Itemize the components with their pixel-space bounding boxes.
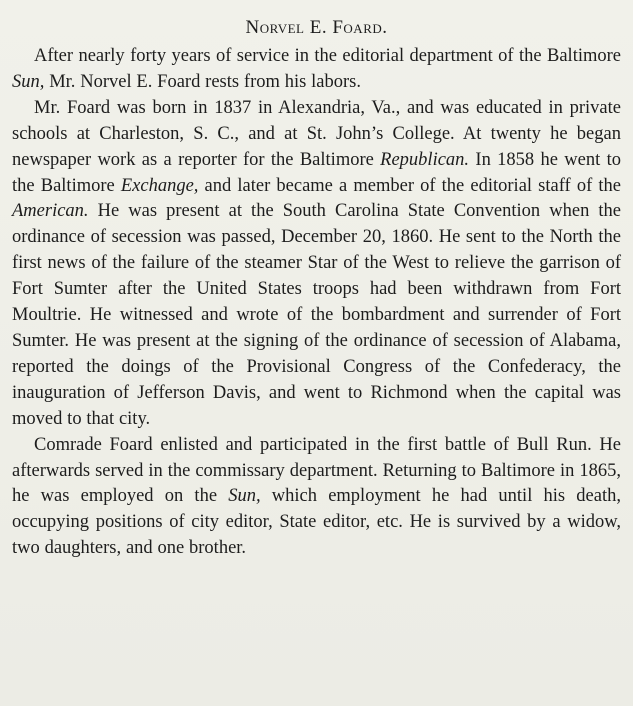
paragraph-3-part-2: Sun,: [228, 486, 261, 507]
article-title-text: Norvel E. Foard.: [245, 17, 388, 38]
paragraph-1-part-1: After nearly forty years of service in the editorial department of the Baltimore: [34, 46, 621, 66]
paragraph-2-part-7: He was present at the South Carolina State Convention when the ordinance of secession was passed, December 20, 1860. He sent to the North the first news of the failure of the steamer Star of the West to relieve the garrison of Fort Sumter after the United States troops had been withdrawn from Fort Moultrie. He witnessed and wrote of the bombardment and surrender of Fort Sumter. He was present at the signing of the ordinance of secession of Alabama, reported the doings of the Provisional Congress of the Confederacy, the inauguration of Jefferson Davis, and went to Richmond when the capital was moved to that city.: [12, 201, 621, 429]
paragraph-2-part-6: American.: [12, 201, 89, 222]
paragraph-3: [12, 433, 621, 563]
paragraph-3-part-3: which employment he had until his death, occupying positions of city editor, State editor, etc. He is survived by a widow, two daughters, and one brother.: [12, 486, 621, 559]
paragraph-2-part-3: In 1858 he went to the Baltimore: [12, 149, 621, 196]
paragraph-2-part-2: Republican.: [380, 149, 470, 170]
paragraph-2: [12, 96, 621, 433]
paragraph-2-part-1: Mr. Foard was born in 1837 in Alexandria, Va., and was educated in private schools at Charleston, S. C., and at St. John’s College. At twenty he began newspaper work as a reporter for the Baltimore: [12, 97, 621, 170]
paragraph-1: [12, 44, 621, 96]
paragraph-2-part-4: Exchange,: [120, 175, 199, 196]
paragraph-2-part-5: and later became a member of the editorial staff of the: [198, 175, 621, 196]
paragraph-3-part-1: Comrade Foard enlisted and participated in the first battle of Bull Run. He afterwards served in the commissary department. Returning to Baltimore in 1865, he was employed on the: [12, 434, 621, 507]
paragraph-1-part-3: Mr. Norvel E. Foard rests from his labors.: [44, 71, 361, 92]
article-title: [12, 16, 621, 40]
paragraph-1-part-2: Sun,: [12, 71, 45, 92]
